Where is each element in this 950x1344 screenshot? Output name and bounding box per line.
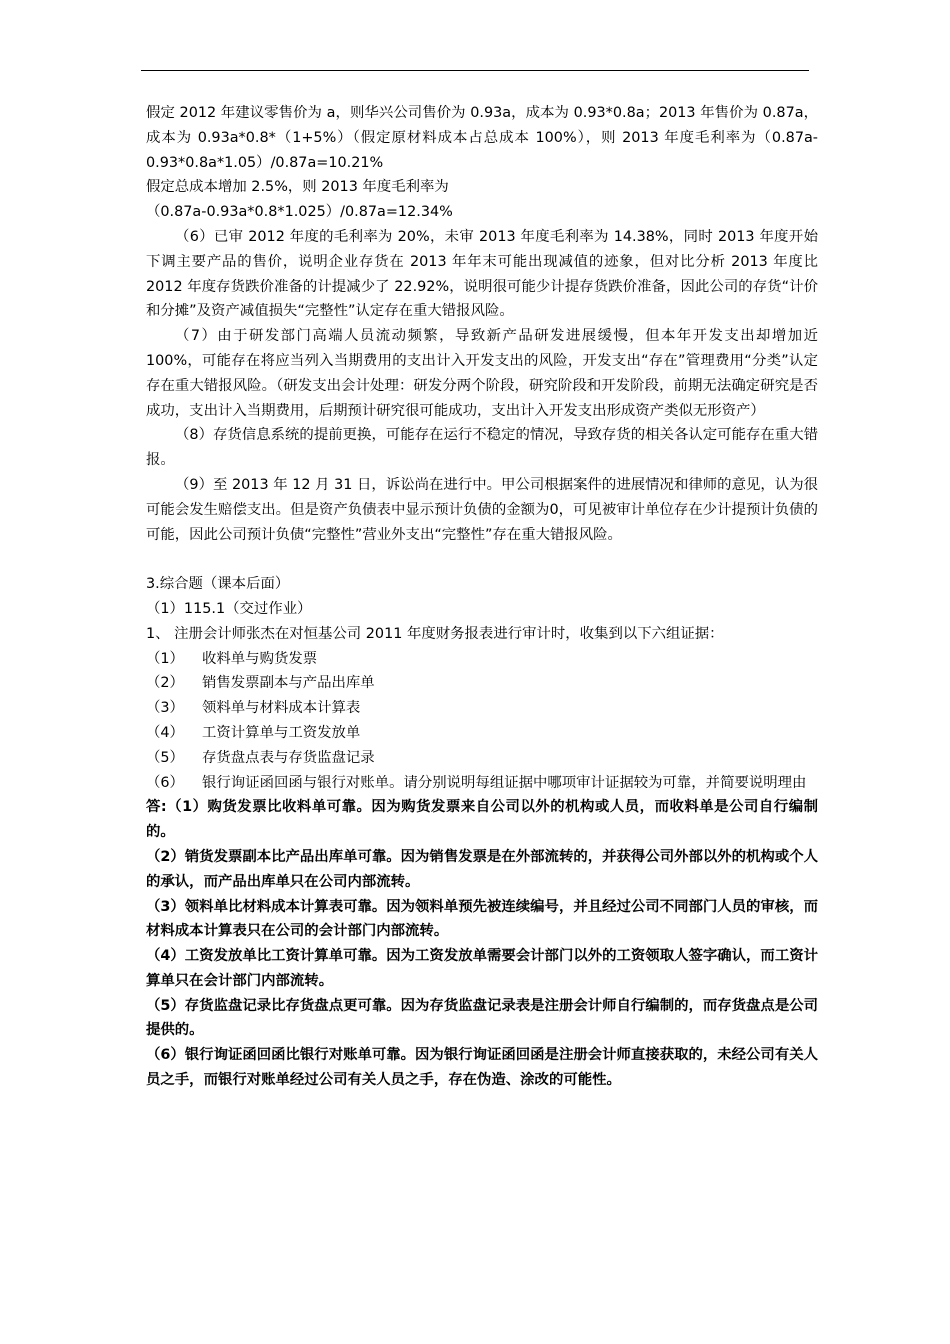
- evidence-item-text: 存货盘点表与存货监盘记录: [202, 749, 375, 766]
- evidence-item-text: 银行询证函回函与银行对账单。请分别说明每组证据中哪项审计证据较为可靠，并简要说明理由: [202, 774, 807, 791]
- question-intro: 1、 注册会计师张杰在对恒基公司 2011 年度财务报表进行审计时，收集到以下六组证据：: [146, 625, 724, 642]
- paragraph-item-9: （9）至 2013 年 12 月 31 日，诉讼尚在进行中。甲公司根据案件的进展情况和律师的意见，认为很可能会发生赔偿支出。但是资产负债表中显示预计负债的金额为0，可见被审计单位存在少计提预计负债的可能，因此公司预计负债“完整性”营业外支出“完整性”存在重大错报风险。: [146, 476, 818, 543]
- evidence-item-number: （5）: [146, 749, 184, 766]
- evidence-item-number: （3）: [146, 700, 184, 717]
- answer-6: （6）银行询证函回函比银行对账单可靠。因为银行询证函回函是注册会计师直接获取的，未经公司有关人员之手，而银行对账单经过公司有关人员之手，存在伪造、涂改的可能性。: [146, 1047, 818, 1089]
- evidence-item-text: 工资计算单与工资发放单: [202, 724, 361, 741]
- evidence-item: [146, 746, 818, 771]
- sub-heading: （1）115.1（交过作业）: [146, 600, 312, 617]
- paragraph-item-8: （8）存货信息系统的提前更换，可能存在运行不稳定的情况，导致存货的相关各认定可能存在重大错报。: [146, 427, 818, 469]
- evidence-item: [146, 696, 818, 721]
- paragraph-item-7: （7）由于研发部门高端人员流动频繁，导致新产品研发进展缓慢，但本年开发支出却增加近 100%，可能存在将应当列入当期费用的支出计入开发支出的风险，开发支出“存在”管理费用“分类”认定存在重大错报风险。（研发支出会计处理：研发分两个阶段，研究阶段和开发阶段，前期无法确定研究是否成功，支出计入当期费用，后期预计研究很可能成功，支出计入开发支出形成资产类似无形资产）: [146, 328, 818, 419]
- evidence-item: [146, 647, 818, 672]
- answer-1: 答:（1）购货发票比收料单可靠。因为购货发票来自公司以外的机构或人员，而收料单是公司自行编制的。: [146, 799, 818, 841]
- evidence-item: [146, 771, 818, 796]
- paragraph-item-6: （6）已审 2012 年度的毛利率为 20%，未审 2013 年度毛利率为 14.38%，同时 2013 年度开始下调主要产品的售价，说明企业存货在 2013 年年末可能出现减值的迹象，但对比分析 2013 年度比 2012 年度存货跌价准备的计提减少了 22.92%，说明很可能少计提存货跌价准备，因此公司的存货“计价和分摊”及资产减值损失“完整性”认定存在重大错报风险。: [146, 228, 818, 320]
- evidence-item-text: 销售发票副本与产品出库单: [202, 675, 375, 692]
- evidence-item-text: 领料单与材料成本计算表: [202, 700, 361, 717]
- document-body: [146, 101, 818, 1093]
- evidence-item: [146, 671, 818, 696]
- section-heading: 3.综合题（课本后面）: [146, 576, 290, 593]
- header-rule: [141, 70, 809, 71]
- evidence-item-number: （4）: [146, 724, 184, 741]
- paragraph-margin-calc-1: 假定 2012 年建议零售价为 a，则华兴公司售价为 0.93a，成本为 0.93*0.8a；2013 年售价为 0.87a，成本为 0.93a*0.8*（1+5%）（假定原材料成本占总成本 100%），则 2013 年度毛利率为（0.87a-0.93*0.8a*1.05）/0.87a=10.21%: [146, 105, 818, 171]
- evidence-item: [146, 721, 818, 746]
- evidence-item-number: （2）: [146, 675, 184, 692]
- blank-line: [146, 547, 818, 572]
- answer-4: （4）工资发放单比工资计算单可靠。因为工资发放单需要会计部门以外的工资领取人签字确认，而工资计算单只在会计部门内部流转。: [146, 948, 818, 989]
- paragraph-margin-calc-2: 假定总成本增加 2.5%，则 2013 年度毛利率为: [146, 179, 449, 196]
- paragraph-margin-calc-3: （0.87a-0.93a*0.8*1.025）/0.87a=12.34%: [146, 204, 453, 221]
- evidence-item-text: 收料单与购货发票: [202, 650, 318, 667]
- answer-2: （2）销货发票副本比产品出库单可靠。因为销售发票是在外部流转的，并获得公司外部以外的机构或个人的承认，而产品出库单只在公司内部流转。: [146, 848, 818, 890]
- evidence-item-number: （1）: [146, 650, 184, 667]
- answer-5: （5）存货监盘记录比存货盘点更可靠。因为存货监盘记录表是注册会计师自行编制的，而存货盘点是公司提供的。: [146, 997, 818, 1039]
- evidence-item-number: （6）: [146, 774, 184, 791]
- answer-3: （3）领料单比材料成本计算表可靠。因为领料单预先被连续编号，并且经过公司不同部门人员的审核，而材料成本计算表只在公司的会计部门内部流转。: [146, 898, 818, 940]
